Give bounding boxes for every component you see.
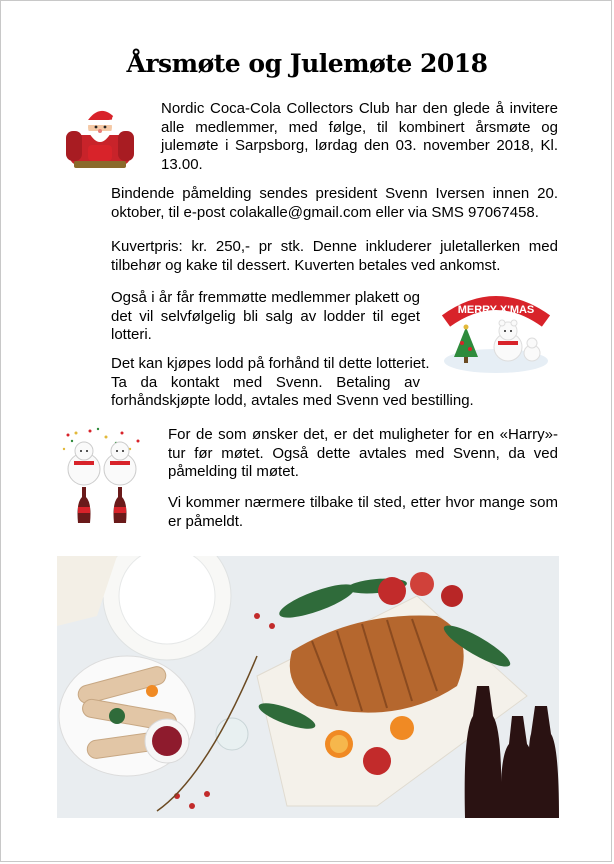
page-title: Årsmøte og Julemøte 2018 [126, 49, 488, 78]
merry-xmas-icon [440, 291, 552, 375]
closing-paragraph: Vi kommer nærmere tilbake til sted, etter hvor mange som er påmeldt. [168, 494, 558, 530]
lottery-line-3: forhåndskjøpte lodd, avtales med Svenn ved bestilling. [111, 392, 474, 409]
lottery-line-1: Det kan kjøpes lodd på forhånd til dette lotteriet. [111, 355, 430, 372]
invitation-paragraph: Nordic Coca-Cola Collectors Club har den glede å invitere alle medlemmer, med følge, til kombinert årsmøte og julemøte i Sarpsborg, lørdag den 03. november 2018, Kl. 13.00. [161, 100, 558, 173]
harry-trip-paragraph: For de som ønsker det, er det muligheter for en «Harry»-tur før møtet. Også dette avtales med Svenn, da ved påmelding til møtet. [168, 426, 558, 480]
plaque-paragraph: Også i år får fremmøtte medlemmer plakett og det vil selvfølgelig bli salg av lodder til eget lotteri. [111, 289, 420, 343]
lottery-paragraph [111, 355, 474, 411]
christmas-dinner-photo [57, 556, 559, 818]
polar-bears-coke-icon [60, 427, 144, 527]
price-paragraph: Kuvertpris: kr. 250,- pr stk. Denne inkluderer juletallerken med tilbehør og kake til dessert. Kuverten betales ved ankomst. [111, 238, 558, 274]
santa-armchair-icon [64, 101, 136, 171]
xmas-sign-text: MERRY X'MAS [457, 304, 535, 316]
lottery-line-2: Ta da kontakt med Svenn. Betaling av [111, 373, 420, 391]
registration-paragraph: Bindende påmelding sendes president Svenn Iversen innen 20. oktober, til e-post colakalle@gmail.com eller via SMS 97067458. [111, 185, 558, 221]
